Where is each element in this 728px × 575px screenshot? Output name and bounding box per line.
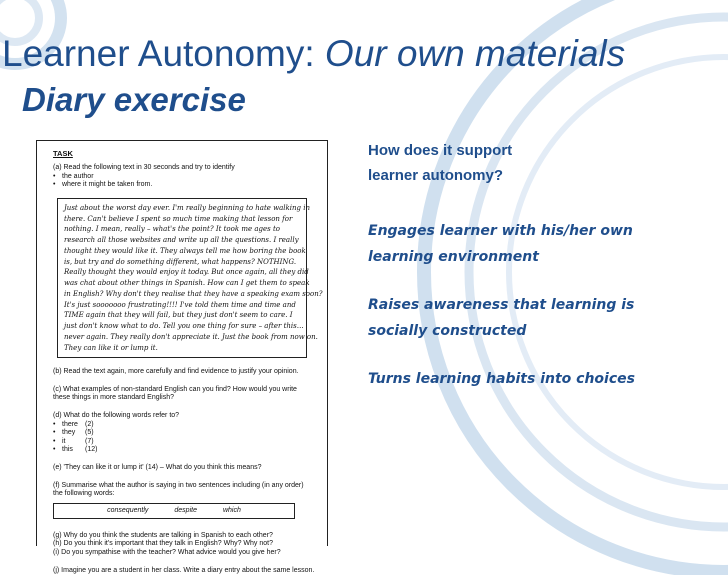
worksheet-item-j: (j) Imagine you are a student in her class. Write a diary entry about the same lesson. (53, 566, 315, 574)
worksheet-item-b: (b) Read the text again, more carefully and find evidence to justify your opinion. (53, 368, 299, 376)
connector-word: consequently (107, 507, 149, 515)
worksheet-item-g: (g) Why do you think the students are talking in Spanish to each other? (53, 531, 273, 539)
connector-word: despite (174, 507, 197, 515)
bullet-item: • where it might be taken from. (53, 181, 315, 190)
reference-line: (5) (85, 429, 94, 437)
reference-word: it (62, 437, 66, 445)
worksheet-item-i: (i) Do you sympathise with the teacher? What advice would you give her? (53, 549, 281, 556)
worksheet-item-f: (f) Summarise what the author is saying in two sentences including (in any order) the following words: (53, 481, 304, 498)
diary-line: Really thought they would enjoy it today. But once again, all they did (64, 268, 309, 277)
worksheet-item-d-list (53, 421, 315, 455)
diary-line: was chat about other things in Spanish. How can I get them to speak (64, 279, 310, 288)
worksheet-item-e: (e) 'They can like it or lump it' (14) – What do you think this means? (53, 464, 262, 472)
diary-line: there. Can't believe I spent so much time making that lesson for (64, 214, 293, 223)
bullet-item: • the author (53, 173, 315, 182)
diary-line: TIME again that they will fail, but they just don't seem to care. I (64, 311, 293, 320)
diary-line: Just about the worst day ever. I'm really beginning to hate walking in (64, 203, 310, 212)
point-turns-habits: Turns learning habits into choices (368, 371, 635, 387)
question-line: learner autonomy? (368, 167, 504, 184)
reference-word: this (62, 446, 73, 454)
worksheet-item-h: (h) Do you think it's important that they talk in English? Why? Why not? (53, 540, 273, 548)
slide-title (2, 34, 625, 75)
point-raises-line2: socially constructed (368, 323, 527, 339)
diary-line: is, but try and do something different, what happens? NOTHING. (64, 257, 297, 266)
point-engages-line1: Engages learner with his/her own (368, 223, 633, 239)
worksheet-item-a-bullets (53, 173, 315, 190)
worksheet-item-a: (a) Read the following text in 30 seconds and try to identify (53, 164, 235, 171)
autonomy-panel (368, 138, 718, 392)
reference-word: they (62, 429, 76, 437)
slide-subtitle: Diary exercise (22, 81, 246, 118)
diary-line: thought they would like it. They always tell me how boring the book (64, 246, 306, 255)
connector-word: which (222, 507, 241, 515)
diary-line: never again. They really don't appreciate it. Just the book from now on. (64, 332, 318, 341)
reference-word: there (62, 420, 78, 428)
diary-line: nothing. I mean, really – what's the point? It took me ages to (64, 225, 280, 234)
worksheet-image (36, 140, 328, 574)
diary-line: It's just sooooooo frustrating!!!! I've told them time and time and (64, 300, 296, 309)
point-raises-line1: Raises awareness that learning is (368, 297, 635, 313)
reference-line: (2) (85, 420, 94, 428)
title-prefix: Learner Autonomy: (2, 33, 325, 74)
title-emphasis: Our own materials (324, 33, 626, 74)
diary-line: research all those websites and write up all the questions. I really (64, 236, 299, 245)
question-line: How does it support (368, 142, 513, 159)
reference-item (53, 446, 315, 455)
diary-line: just don't know what to do. Tell you one thing for sure – after this… (64, 322, 304, 331)
reference-line: (7) (85, 437, 94, 445)
diary-line: in English? Why don't they realise that they have a speaking exam soon? (64, 289, 323, 298)
worksheet-item-d: (d) What do the following words refer to? (53, 412, 180, 420)
reference-item (53, 438, 315, 447)
diary-line: They can like it or lump it. (64, 343, 158, 352)
diary-text-box (57, 198, 323, 359)
reference-item (53, 429, 315, 438)
reference-item (53, 421, 315, 430)
connector-words-box (53, 503, 295, 519)
reference-line: (12) (85, 446, 98, 454)
point-engages-line2: learning environment (368, 249, 539, 265)
worksheet-task-heading: TASK (53, 149, 73, 158)
worksheet-item-c: (c) What examples of non-standard English can you find? How would you write these things in more standard English? (53, 385, 297, 402)
